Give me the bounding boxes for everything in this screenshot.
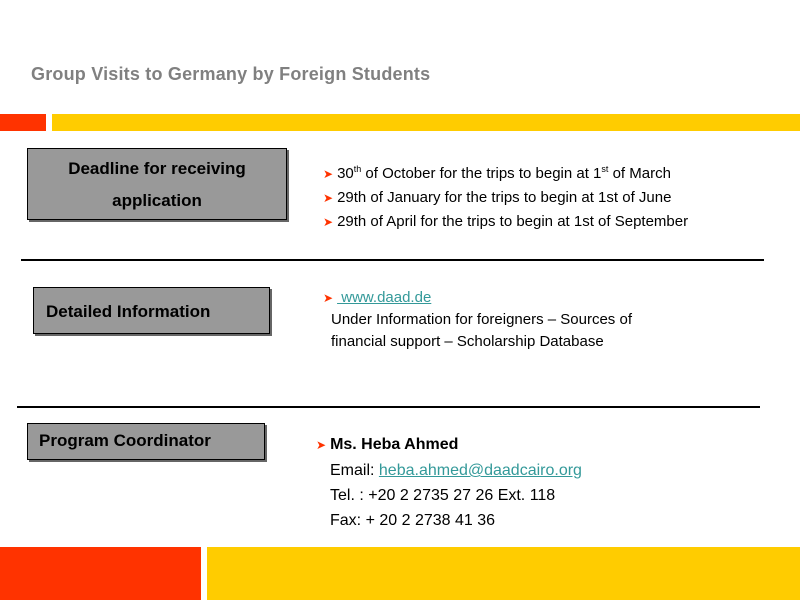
- coordinator-fax: Fax: + 20 2 2738 41 36: [330, 512, 496, 529]
- section-divider: [21, 259, 764, 261]
- deadline-item: [323, 210, 688, 234]
- details-content: [323, 287, 632, 353]
- deadline-item-1-sup1: th: [353, 164, 362, 174]
- coordinator-label-box: [27, 423, 265, 460]
- section-divider: [17, 406, 760, 408]
- top-accent-red-bar: [0, 114, 46, 131]
- coordinator-email-row: [316, 458, 582, 483]
- details-line-1: Under Information for foreigners – Sources of: [331, 311, 632, 328]
- deadline-item-1-mid: of October for the trips to begin at 1: [361, 165, 602, 182]
- top-accent-yellow-bar: [52, 114, 800, 131]
- deadline-item-2-text: 29th of January for the trips to begin at 1st of June: [337, 189, 672, 206]
- coordinator-tel: Tel. : +20 2 2735 27 26 Ext. 118: [330, 487, 556, 504]
- coordinator-content: [316, 432, 582, 533]
- arrow-bullet-icon: ➤: [316, 438, 327, 452]
- deadline-list: [323, 162, 688, 234]
- coordinator-email-link[interactable]: heba.ahmed@daadcairo.org: [378, 462, 582, 479]
- deadline-label-line2: application: [112, 191, 202, 210]
- email-label: Email:: [330, 462, 379, 479]
- deadline-item-1-post: of March: [608, 165, 671, 182]
- details-label-box: [33, 287, 270, 334]
- deadline-item: [323, 162, 688, 186]
- bottom-accent-red-bar: [0, 547, 201, 600]
- deadline-label-line1: Deadline for receiving: [68, 159, 246, 178]
- arrow-bullet-icon: ➤: [323, 291, 334, 305]
- deadline-item-3-text: 29th of April for the trips to begin at 1st of September: [337, 213, 689, 230]
- deadline-item-1-pre: 30: [337, 165, 354, 182]
- coordinator-name: Ms. Heba Ahmed: [330, 436, 459, 453]
- details-line-2: financial support – Scholarship Database: [331, 333, 604, 350]
- daad-website-link[interactable]: www.daad.de: [337, 289, 432, 306]
- arrow-bullet-icon: ➤: [323, 215, 334, 229]
- details-label: Detailed Information: [46, 302, 211, 321]
- arrow-bullet-icon: ➤: [323, 191, 334, 205]
- bottom-accent-yellow-bar: [207, 547, 800, 600]
- coordinator-label: Program Coordinator: [39, 431, 211, 450]
- page-title: Group Visits to Germany by Foreign Students: [31, 64, 431, 84]
- arrow-bullet-icon: ➤: [323, 167, 334, 181]
- deadline-label-box: [27, 148, 287, 220]
- deadline-item: [323, 186, 688, 210]
- deadline-item-1-sup2: st: [601, 164, 609, 174]
